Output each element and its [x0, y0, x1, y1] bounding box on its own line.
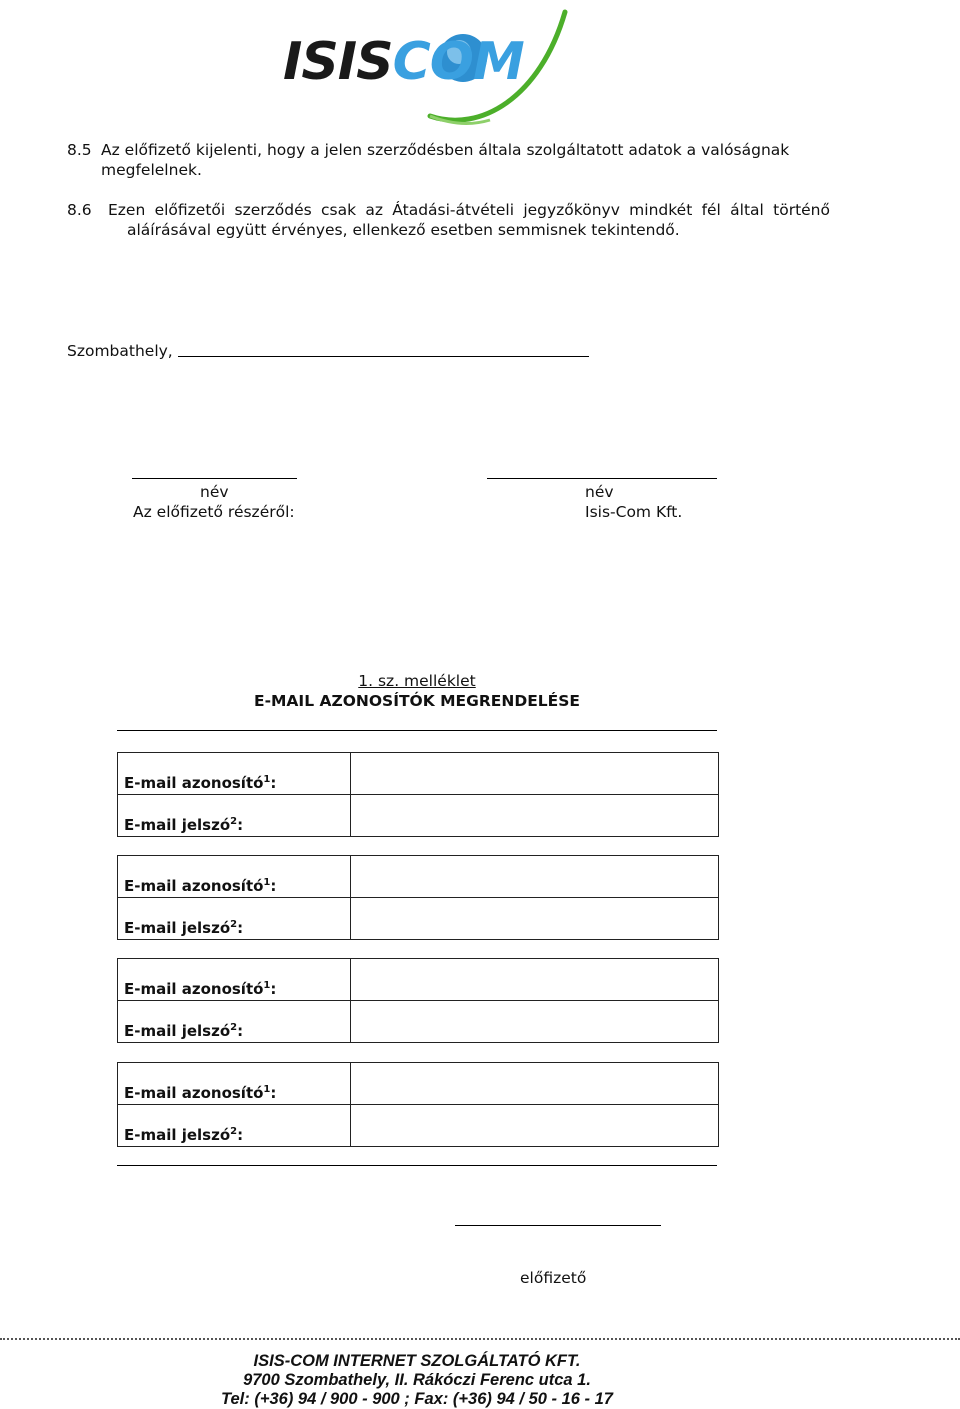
email-id-input-1[interactable] — [351, 753, 718, 794]
logo-wordmark — [283, 32, 563, 92]
email-id-input-4[interactable] — [351, 1063, 718, 1104]
email-id-row — [118, 753, 718, 794]
provider-name-label: név — [585, 483, 614, 501]
email-password-row — [118, 1000, 718, 1042]
email-id-row — [118, 856, 718, 897]
footer-company: ISIS-COM INTERNET SZOLGÁLTATÓ KFT. — [253, 1352, 581, 1370]
logo-part-isis: ISIS — [283, 32, 393, 92]
email-password-input-1[interactable] — [351, 795, 718, 836]
annex-subscriber-signature-line[interactable] — [455, 1225, 661, 1226]
email-id-input-3[interactable] — [351, 959, 718, 1000]
provider-party-label: Isis-Com Kft. — [585, 503, 683, 521]
clause-8-6-line1: Ezen előfizetői szerződés csak az Átadási-átvételi jegyzőkönyv mindkét fél által történő — [108, 201, 830, 219]
email-password-input-2[interactable] — [351, 898, 718, 939]
email-password-row — [118, 897, 718, 939]
subscriber-party-label: Az előfizető részéről: — [133, 503, 295, 521]
clause-8-6-number: 8.6 — [67, 201, 92, 219]
email-id-label: E-mail azonosító$^1$: — [118, 753, 351, 794]
place-label: Szombathely, — [67, 342, 173, 360]
footer-divider — [0, 1338, 960, 1340]
email-block-3 — [117, 958, 719, 1043]
email-id-label: E-mail azonosító$^1$: — [118, 856, 351, 897]
email-id-input-2[interactable] — [351, 856, 718, 897]
email-password-input-4[interactable] — [351, 1105, 718, 1146]
email-password-label: E-mail jelszó$^2$: — [118, 1001, 351, 1042]
clause-8-5-line1: Az előfizető kijelenti, hogy a jelen szerződésben általa szolgáltatott adatok a valóságnak — [101, 141, 790, 159]
annex-title-rule — [117, 730, 717, 731]
footer-contact: Tel: (+36) 94 / 900 - 900 ; Fax: (+36) 94 / 50 - 16 - 17 — [221, 1390, 613, 1408]
email-id-label: E-mail azonosító$^1$: — [118, 1063, 351, 1104]
annex-reference: 1. sz. melléklet — [358, 672, 476, 690]
annex-title: E-MAIL AZONOSÍTÓK MEGRENDELÉSE — [253, 692, 581, 710]
email-password-input-3[interactable] — [351, 1001, 718, 1042]
email-password-label: E-mail jelszó$^2$: — [118, 898, 351, 939]
email-password-label: E-mail jelszó$^2$: — [118, 795, 351, 836]
email-id-row — [118, 959, 718, 1000]
email-id-row — [118, 1063, 718, 1104]
email-password-row — [118, 794, 718, 836]
subscriber-name-label: név — [200, 483, 229, 501]
email-block-2 — [117, 855, 719, 940]
email-password-row — [118, 1104, 718, 1146]
email-password-label: E-mail jelszó$^2$: — [118, 1105, 351, 1146]
footer-address: 9700 Szombathely, II. Rákóczi Ferenc utca 1. — [243, 1371, 591, 1389]
annex-subscriber-label: előfizető — [520, 1269, 587, 1287]
clause-8-5-line2: megfelelnek. — [101, 161, 202, 179]
provider-signature-line[interactable] — [487, 478, 717, 479]
clause-8-5-number: 8.5 — [67, 141, 92, 159]
subscriber-signature-line[interactable] — [132, 478, 297, 479]
annex-bottom-rule — [117, 1165, 717, 1166]
clause-8-6-line2: aláírásával együtt érvényes, ellenkező esetben semmisnek tekintendő. — [127, 221, 680, 239]
email-block-4 — [117, 1062, 719, 1147]
logo-part-com: COM — [392, 32, 524, 92]
email-id-label: E-mail azonosító$^1$: — [118, 959, 351, 1000]
date-signature-line[interactable] — [178, 356, 589, 357]
email-block-1 — [117, 752, 719, 837]
